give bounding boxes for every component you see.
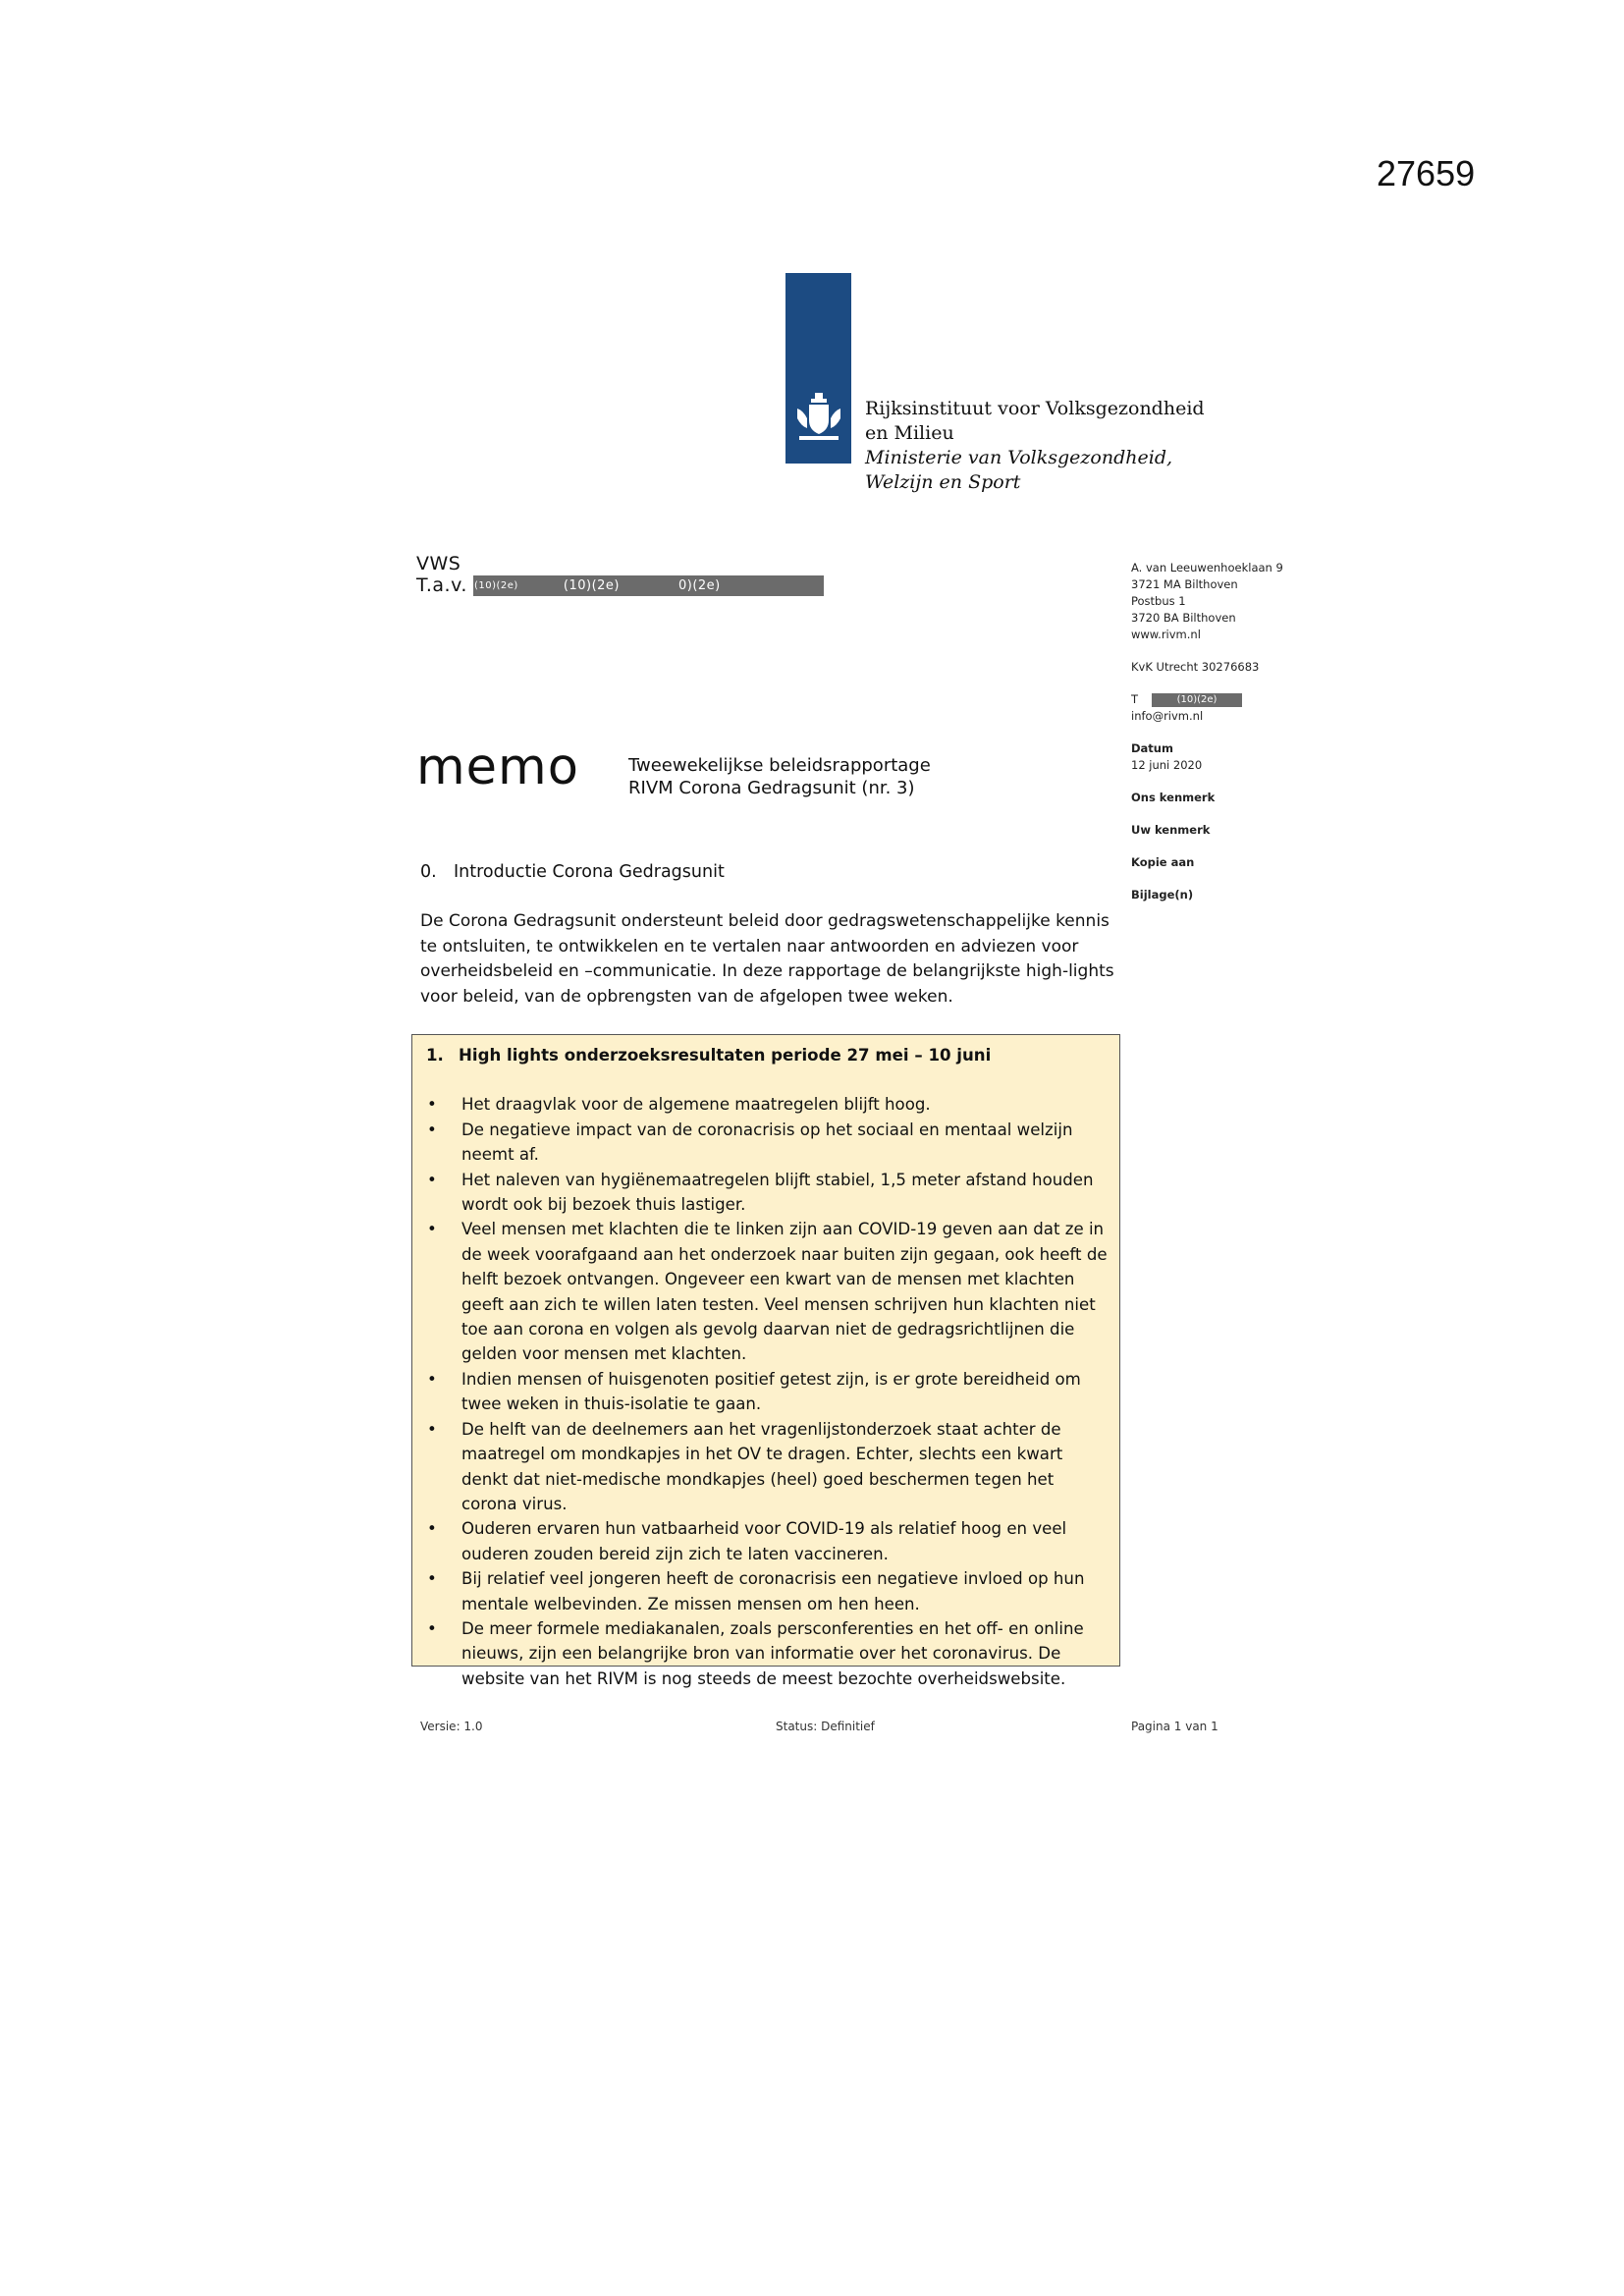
logo-bar bbox=[785, 273, 851, 464]
list-item: • De negatieve impact van de coronacrisis op het sociaal en mentaal welzijn neemt af. bbox=[420, 1118, 1111, 1168]
address-line: Postbus 1 bbox=[1131, 594, 1186, 608]
address-line: 3721 MA Bilthoven bbox=[1131, 577, 1238, 591]
list-item: • De meer formele mediakanalen, zoals persconferenties en het off- en online nieuws, zijn een belangrijke bron van informatie over het coronavirus. De website van het RIVM is nog steeds de meest bezochte overheidswebsite. bbox=[420, 1616, 1111, 1691]
redaction-box-wide bbox=[519, 575, 824, 596]
org-line-1: Rijksinstituut voor Volksgezondheid bbox=[865, 398, 1205, 419]
highlights-box bbox=[411, 1034, 1120, 1688]
datum-label: Datum bbox=[1131, 741, 1173, 755]
highlights-number: 1. bbox=[426, 1046, 444, 1065]
address-line: A. van Leeuwenhoeklaan 9 bbox=[1131, 561, 1283, 574]
footer-version: Versie: 1.0 bbox=[420, 1720, 483, 1733]
kvk-line: KvK Utrecht 30276683 bbox=[1131, 660, 1260, 674]
memo-subject bbox=[628, 754, 931, 799]
footer-status: Status: Definitief bbox=[776, 1720, 875, 1733]
section-number: 0. bbox=[420, 862, 437, 882]
list-item: • Indien mensen of huisgenoten positief getest zijn, is er grote bereidheid om twee weken in thuis-isolatie te gaan. bbox=[420, 1367, 1111, 1417]
list-item: • De helft van de deelnemers aan het vragenlijstonderzoek staat achter de maatregel om mondkapjes in het OV te dragen. Echter, slechts een kwart denkt dat niet-medische mondkapjes (heel) goed beschermen tegen het corona virus. bbox=[420, 1417, 1111, 1517]
highlights-list bbox=[420, 1092, 1111, 1691]
tav-label: T.a.v. bbox=[416, 574, 467, 596]
list-item: • Het naleven van hygiënemaatregelen blijft stabiel, 1,5 meter afstand houden wordt ook bij bezoek thuis lastiger. bbox=[420, 1168, 1111, 1218]
redaction-box: (10)(2e) bbox=[473, 575, 519, 596]
section-title: Introductie Corona Gedragsunit bbox=[454, 862, 725, 882]
document-number: 27659 bbox=[1377, 153, 1476, 193]
redaction-text: 0)(2e) bbox=[678, 577, 721, 593]
subject-line-1: Tweewekelijkse beleidsrapportage bbox=[628, 755, 931, 776]
intro-paragraph: De Corona Gedragsunit ondersteunt beleid door gedragswetenschappelijke kennis te ontsluiten, te ontwikkelen en te vertalen naar antwoorden en adviezen voor overheidsbeleid en –communicatie. In deze rapportage de belangrijkste high-lights voor beleid, van de opbrengsten van de afgelopen twee weken. bbox=[420, 911, 1114, 1007]
phone-redaction: (10)(2e) bbox=[1152, 693, 1242, 707]
sidebar-metadata bbox=[1131, 560, 1357, 919]
uw-kenmerk-label: Uw kenmerk bbox=[1131, 823, 1211, 837]
kopie-aan-label: Kopie aan bbox=[1131, 855, 1195, 869]
list-item: • Het draagvlak voor de algemene maatregelen blijft hoog. bbox=[420, 1092, 1111, 1117]
memo-title: memo bbox=[416, 738, 579, 796]
redaction-text: (10)(2e) bbox=[563, 577, 620, 593]
addressee-block bbox=[416, 553, 824, 596]
email-line: info@rivm.nl bbox=[1131, 709, 1204, 723]
list-item: • Bij relatief veel jongeren heeft de coronacrisis een negatieve invloed op hun mentale welbevinden. Ze missen mensen om hen heen. bbox=[420, 1566, 1111, 1616]
ministry-line-2: Welzijn en Sport bbox=[865, 471, 1021, 493]
bijlagen-label: Bijlage(n) bbox=[1131, 888, 1194, 902]
section-heading bbox=[420, 862, 725, 882]
organisation-name bbox=[865, 397, 1205, 495]
address-line: 3720 BA Bilthoven bbox=[1131, 611, 1236, 625]
coat-of-arms-icon bbox=[793, 391, 844, 446]
addressee-line: VWS bbox=[416, 553, 461, 574]
footer-page: Pagina 1 van 1 bbox=[1131, 1720, 1218, 1733]
ons-kenmerk-label: Ons kenmerk bbox=[1131, 791, 1216, 804]
highlights-heading bbox=[420, 1043, 1111, 1067]
ministry-line-1: Ministerie van Volksgezondheid, bbox=[865, 447, 1173, 468]
phone-label: T bbox=[1131, 692, 1139, 706]
subject-line-2: RIVM Corona Gedragsunit (nr. 3) bbox=[628, 778, 915, 798]
tav-row bbox=[416, 574, 824, 596]
highlights-title: High lights onderzoeksresultaten periode 27 mei – 10 juni bbox=[459, 1046, 992, 1065]
website-line: www.rivm.nl bbox=[1131, 628, 1201, 641]
list-item: • Ouderen ervaren hun vatbaarheid voor COVID-19 als relatief hoog en veel ouderen zouden bereid zijn zich te laten vaccineren. bbox=[420, 1516, 1111, 1566]
phone-line bbox=[1131, 691, 1357, 708]
org-line-2: en Milieu bbox=[865, 422, 954, 444]
list-item: • Veel mensen met klachten die te linken zijn aan COVID-19 geven aan dat ze in de week voorafgaand aan het onderzoek naar buiten zijn gegaan, ook heeft de helft bezoek ontvangen. Ongeveer een kwart van de mensen met klachten geeft aan zich te willen laten testen. Veel mensen schrijven hun klachten niet toe aan corona en volgen als gevolg daarvan niet de gedragsrichtlijnen die gelden voor mensen met klachten. bbox=[420, 1217, 1111, 1366]
datum-value: 12 juni 2020 bbox=[1131, 758, 1203, 772]
